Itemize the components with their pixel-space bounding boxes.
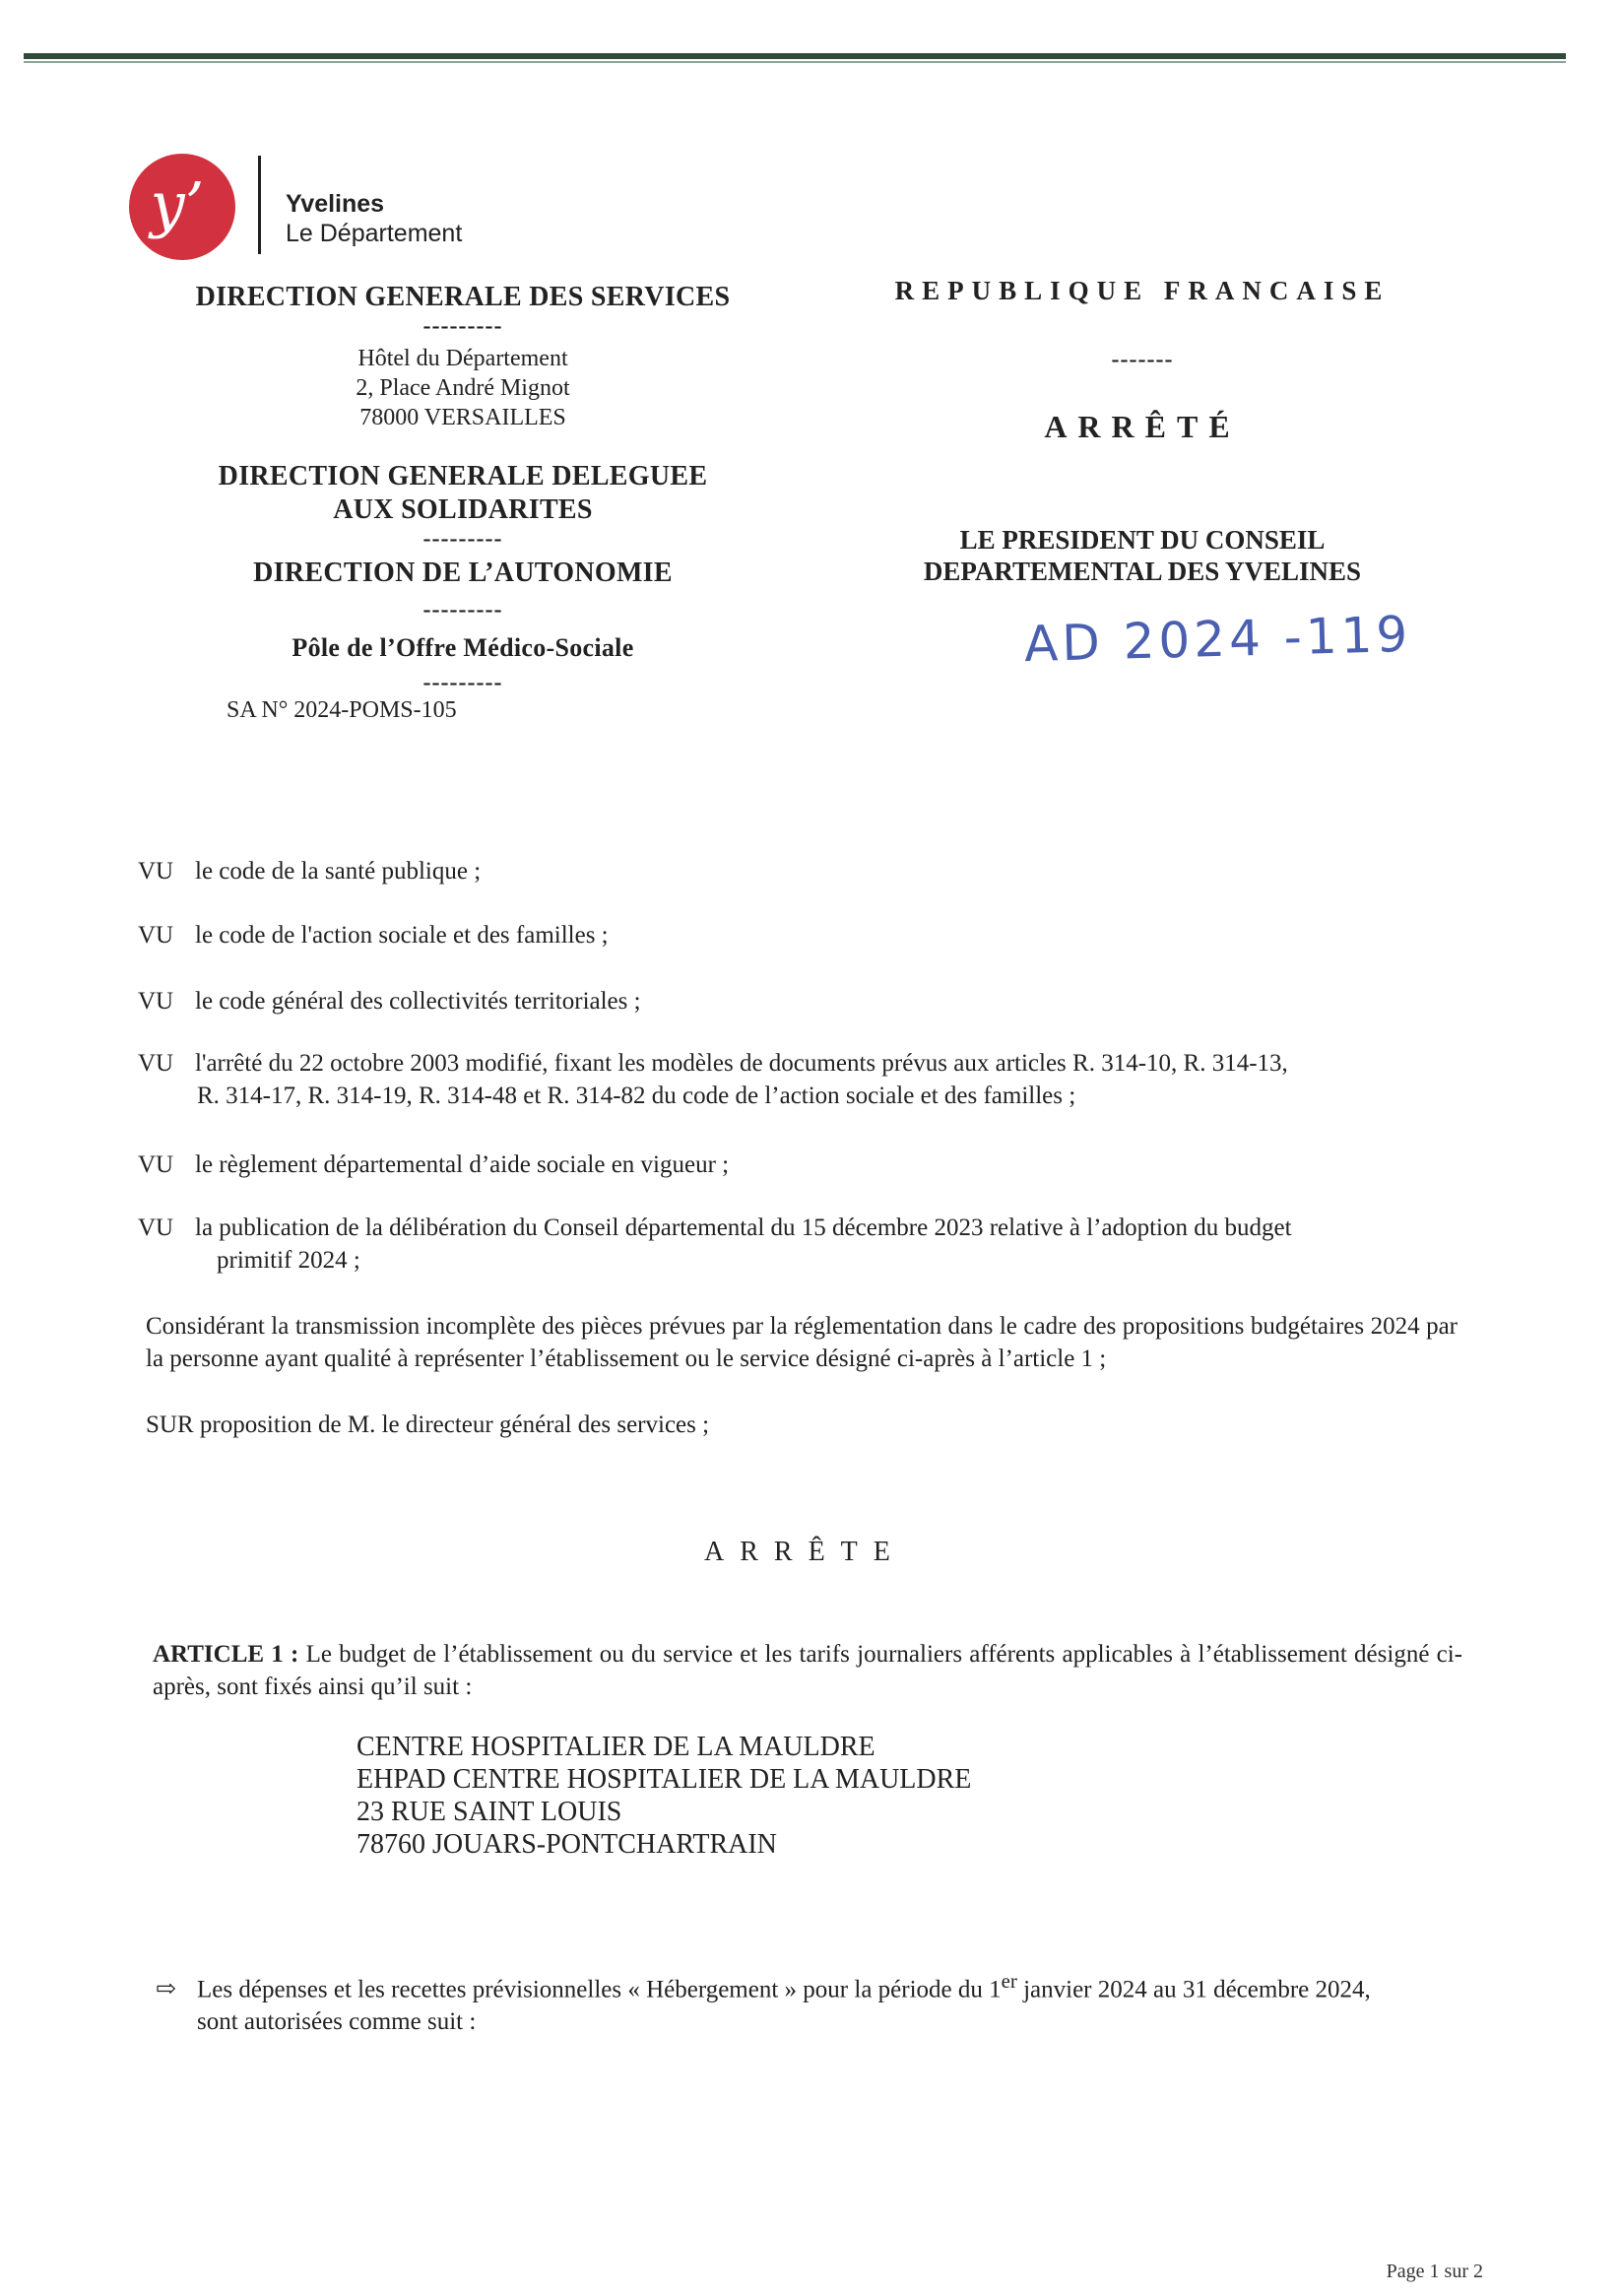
article-label: ARTICLE 1 : <box>153 1641 299 1668</box>
establishment-line: EHPAD CENTRE HOSPITALIER DE LA MAULDRE <box>357 1764 972 1795</box>
vu-text-continued: R. 314-17, R. 314-19, R. 314-48 et R. 314-82 du code de l’action sociale et des familles ; <box>197 1082 1076 1109</box>
address-line: 2, Place André Mignot <box>356 375 570 401</box>
vu-item <box>138 919 1458 951</box>
yvelines-logo-icon <box>128 153 236 261</box>
separator: --------- <box>422 313 503 339</box>
vu-text: l'arrêté du 22 octobre 2003 modifié, fixant les modèles de documents prévus aux articles R. 314-10, R. 314-13, <box>195 1050 1288 1077</box>
separator: --------- <box>422 526 503 552</box>
establishment-line: CENTRE HOSPITALIER DE LA MAULDRE <box>357 1732 875 1762</box>
address-line: Hôtel du Département <box>357 346 568 371</box>
vu-key: VU <box>138 858 174 885</box>
vu-key: VU <box>138 922 174 949</box>
right-header <box>867 276 1418 587</box>
separator: --------- <box>422 670 503 695</box>
vu-item <box>138 855 1458 887</box>
top-rule-shadow <box>24 61 1566 63</box>
vu-text: la publication de la délibération du Conseil départemental du 15 décembre 2023 relative à l’adoption du budget <box>195 1214 1292 1241</box>
reference-number: SA N° 2024-POMS-105 <box>227 697 457 723</box>
vu-key: VU <box>138 1050 174 1077</box>
vu-item <box>138 1148 1458 1181</box>
bullet-text-a: Les dépenses et les recettes prévisionnelles « Hébergement » pour la période du 1 <box>197 1976 1002 2003</box>
vu-text: le règlement départemental d’aide sociale en vigueur ; <box>195 1151 730 1178</box>
arrete-title: ARRÊTÉ <box>1044 409 1241 444</box>
vu-key: VU <box>138 988 174 1015</box>
logo-text <box>286 189 462 248</box>
address-line: 78000 VERSAILLES <box>359 405 566 430</box>
logo-name: Yvelines <box>286 190 385 218</box>
handwritten-reference: AD 2024 -119 <box>1023 605 1412 674</box>
vu-item <box>138 1212 1458 1277</box>
top-rule <box>24 53 1566 59</box>
vu-key: VU <box>138 1214 174 1241</box>
separator: ------- <box>1111 347 1174 372</box>
logo-subtitle: Le Département <box>286 220 463 247</box>
president-line1: LE PRESIDENT DU CONSEIL <box>959 525 1326 555</box>
article-1 <box>153 1638 1462 1703</box>
president-line2: DEPARTEMENTAL DES YVELINES <box>923 557 1362 586</box>
direction-deleguee-line1: DIRECTION GENERALE DELEGUEE <box>218 461 708 492</box>
vu-item <box>138 1047 1458 1112</box>
vu-item <box>138 985 1458 1017</box>
logo-separator <box>258 156 261 254</box>
vu-text-continued: primitif 2024 ; <box>217 1247 360 1274</box>
vu-key: VU <box>138 1151 174 1178</box>
vu-text: le code de l'action sociale et des familles ; <box>195 922 609 949</box>
left-header <box>158 281 768 694</box>
budget-bullet <box>156 1965 1465 2038</box>
sur-proposition: SUR proposition de M. le directeur général des services ; <box>146 1411 710 1438</box>
arrete-heading: ARRÊTE <box>704 1537 906 1567</box>
bullet-text-b: janvier 2024 au 31 décembre 2024, <box>1016 1976 1371 2003</box>
direction-generale: DIRECTION GENERALE DES SERVICES <box>195 282 731 312</box>
establishment-line: 78760 JOUARS-PONTCHARTRAIN <box>357 1829 777 1860</box>
pole-offre: Pôle de l’Offre Médico-Sociale <box>292 633 634 662</box>
direction-autonomie: DIRECTION DE L’AUTONOMIE <box>253 558 673 588</box>
direction-deleguee-line2: AUX SOLIDARITES <box>333 494 593 525</box>
vu-text: le code de la santé publique ; <box>195 858 482 885</box>
considerant-paragraph: Considérant la transmission incomplète des pièces prévues par la réglementation dans le cadre des propositions budgétaires 2024 par la personne ayant qualité à représenter l’établissement ou le service désigné ci-après à l’article 1 ; <box>146 1313 1458 1372</box>
bullet-line2: sont autorisées comme suit : <box>197 2008 477 2036</box>
establishment-block <box>357 1731 971 1861</box>
bullet-superscript: er <box>1001 1969 1017 1993</box>
separator: --------- <box>422 597 503 623</box>
establishment-line: 23 RUE SAINT LOUIS <box>357 1797 622 1827</box>
article-text: Le budget de l’établissement ou du service et les tarifs journaliers afférents applicables à l’établissement désigné ci-après, sont fixés ainsi qu’il suit : <box>153 1641 1463 1700</box>
arrow-right-icon: ⇨ <box>156 1976 176 2003</box>
svg-text:y’: y’ <box>150 168 205 240</box>
vu-text: le code général des collectivités territoriales ; <box>195 988 641 1015</box>
page-number: Page 1 sur 2 <box>1386 2261 1483 2282</box>
republique-francaise: REPUBLIQUE FRANCAISE <box>894 276 1391 305</box>
